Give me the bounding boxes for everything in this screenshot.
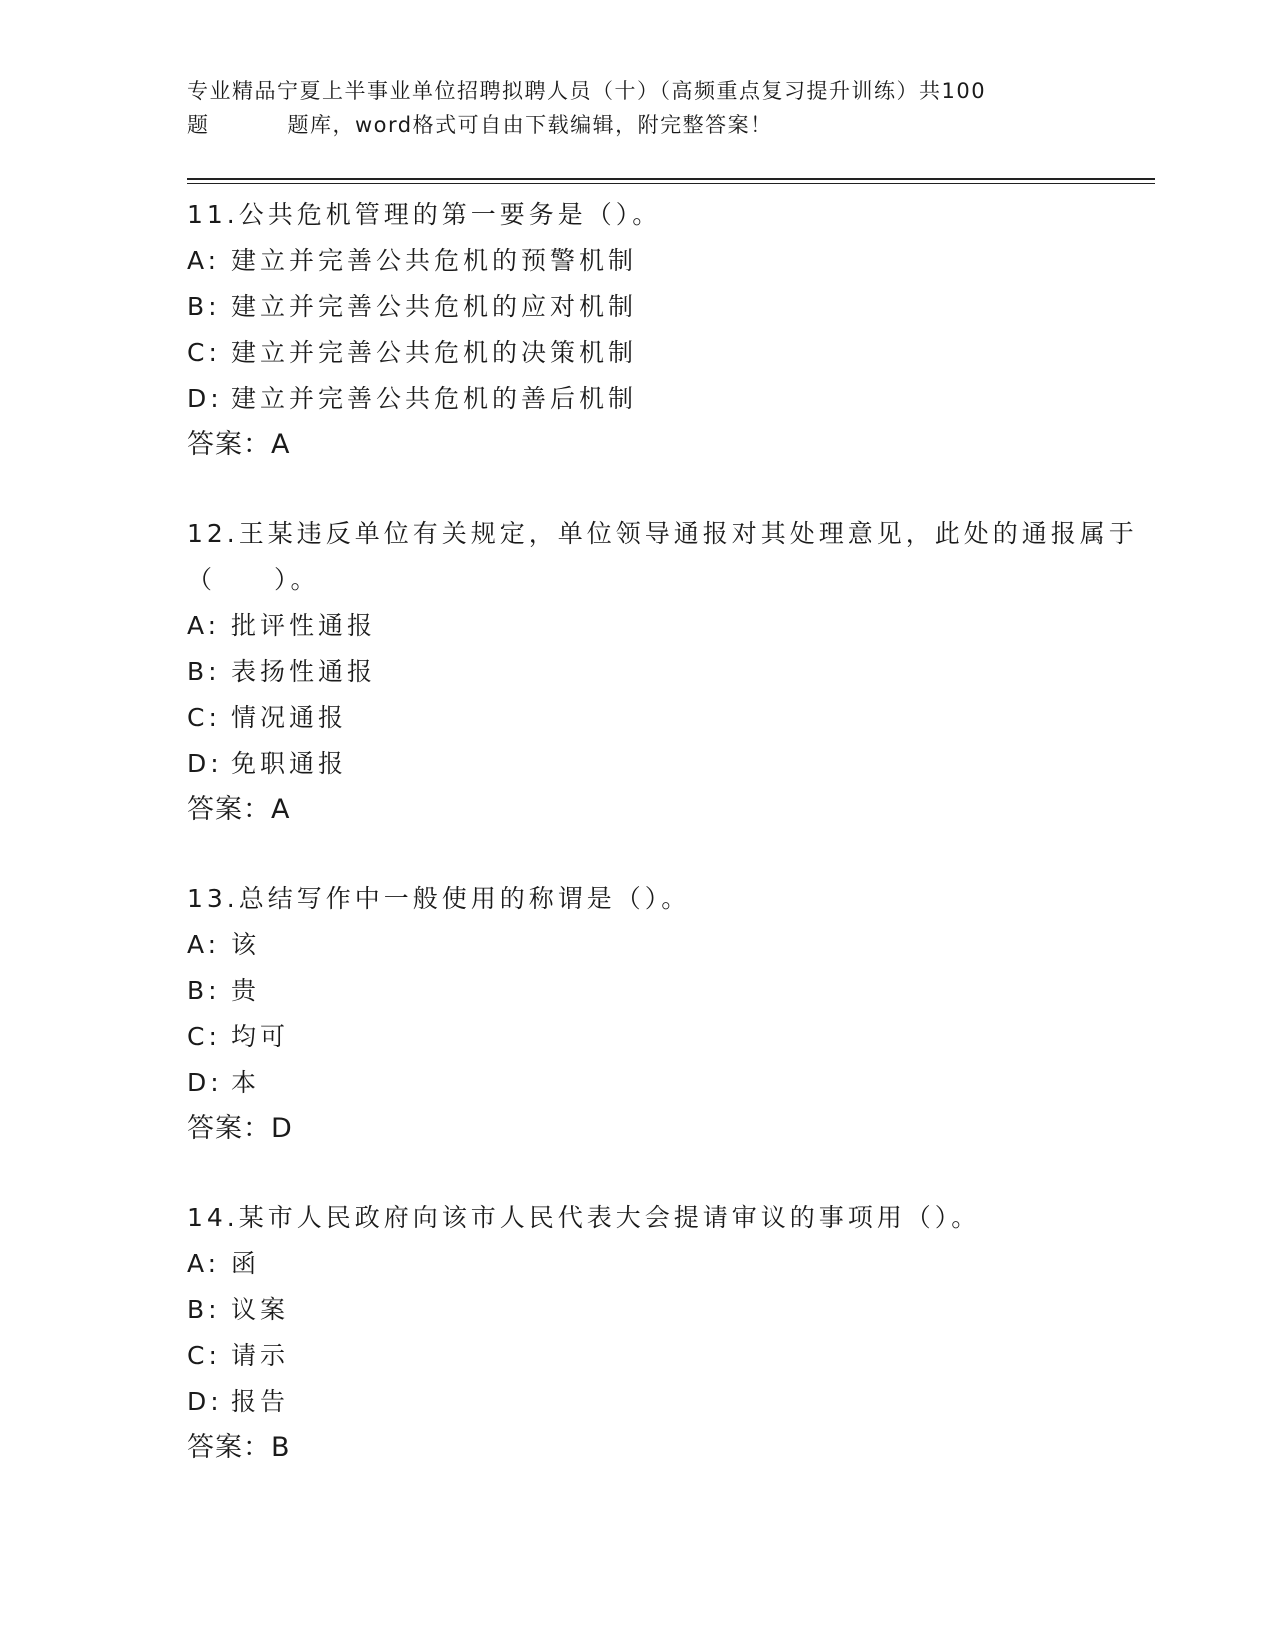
option-text: 本 bbox=[231, 1068, 261, 1097]
option-b bbox=[187, 649, 1155, 695]
document-header bbox=[187, 74, 1087, 142]
question-list bbox=[187, 192, 1155, 1514]
option-text: 建立并完善公共危机的预警机制 bbox=[231, 246, 638, 275]
option-b bbox=[187, 1287, 1155, 1333]
question-12 bbox=[187, 511, 1155, 833]
question-text: 11.公共危机管理的第一要务是（）。 bbox=[187, 200, 662, 229]
question-11 bbox=[187, 192, 1155, 468]
answer-label: 答案：D bbox=[187, 1113, 293, 1144]
option-text: 情况通报 bbox=[231, 703, 348, 732]
question-text: 13.总结写作中一般使用的称谓是（）。 bbox=[187, 884, 691, 913]
question-text: 12.王某违反单位有关规定，单位领导通报对其处理意见，此处的通报属于（ ）。 bbox=[187, 519, 1138, 594]
option-text: 均可 bbox=[231, 1022, 290, 1051]
option-d bbox=[187, 1060, 1155, 1106]
header-divider-thin bbox=[187, 183, 1155, 184]
option-key: D: bbox=[187, 749, 223, 778]
option-key: C: bbox=[187, 338, 221, 367]
answer-label: 答案：B bbox=[187, 1432, 291, 1463]
option-text: 请示 bbox=[231, 1341, 290, 1370]
option-b bbox=[187, 968, 1155, 1014]
option-text: 建立并完善公共危机的决策机制 bbox=[231, 338, 638, 367]
option-key: B: bbox=[187, 292, 221, 321]
option-key: D: bbox=[187, 1387, 223, 1416]
option-text: 表扬性通报 bbox=[231, 657, 377, 686]
option-a bbox=[187, 922, 1155, 968]
question-14 bbox=[187, 1195, 1155, 1471]
option-c bbox=[187, 1014, 1155, 1060]
question-13 bbox=[187, 876, 1155, 1152]
option-key: A: bbox=[187, 611, 221, 640]
option-a bbox=[187, 238, 1155, 284]
option-c bbox=[187, 330, 1155, 376]
option-text: 函 bbox=[231, 1249, 261, 1278]
option-text: 贵 bbox=[231, 976, 261, 1005]
option-key: B: bbox=[187, 657, 221, 686]
option-key: B: bbox=[187, 1295, 221, 1324]
option-key: B: bbox=[187, 976, 221, 1005]
option-a bbox=[187, 603, 1155, 649]
option-key: A: bbox=[187, 1249, 221, 1278]
header-line-2-start: 题 bbox=[187, 113, 210, 137]
option-text: 该 bbox=[231, 930, 261, 959]
question-text: 14.某市人民政府向该市人民代表大会提请审议的事项用（）。 bbox=[187, 1203, 981, 1232]
option-text: 议案 bbox=[231, 1295, 290, 1324]
option-c bbox=[187, 1333, 1155, 1379]
option-d bbox=[187, 741, 1155, 787]
answer-label: 答案：A bbox=[187, 794, 291, 825]
option-d bbox=[187, 1379, 1155, 1425]
option-key: C: bbox=[187, 1341, 221, 1370]
header-line-2 bbox=[187, 108, 1087, 142]
option-key: C: bbox=[187, 703, 221, 732]
option-key: D: bbox=[187, 384, 223, 413]
option-c bbox=[187, 695, 1155, 741]
answer-label: 答案：A bbox=[187, 429, 291, 460]
option-key: A: bbox=[187, 930, 221, 959]
option-text: 建立并完善公共危机的应对机制 bbox=[231, 292, 638, 321]
option-b bbox=[187, 284, 1155, 330]
option-key: A: bbox=[187, 246, 221, 275]
option-text: 建立并完善公共危机的善后机制 bbox=[231, 384, 638, 413]
option-key: D: bbox=[187, 1068, 223, 1097]
option-text: 免职通报 bbox=[231, 749, 348, 778]
header-divider-thick bbox=[187, 178, 1155, 180]
option-key: C: bbox=[187, 1022, 221, 1051]
option-d bbox=[187, 376, 1155, 422]
header-line-1: 专业精品宁夏上半事业单位招聘拟聘人员（十）（高频重点复习提升训练）共100 bbox=[187, 79, 987, 103]
option-a bbox=[187, 1241, 1155, 1287]
header-line-2-rest: 题库，word格式可自由下载编辑，附完整答案！ bbox=[287, 113, 773, 137]
option-text: 报告 bbox=[231, 1387, 290, 1416]
option-text: 批评性通报 bbox=[231, 611, 377, 640]
